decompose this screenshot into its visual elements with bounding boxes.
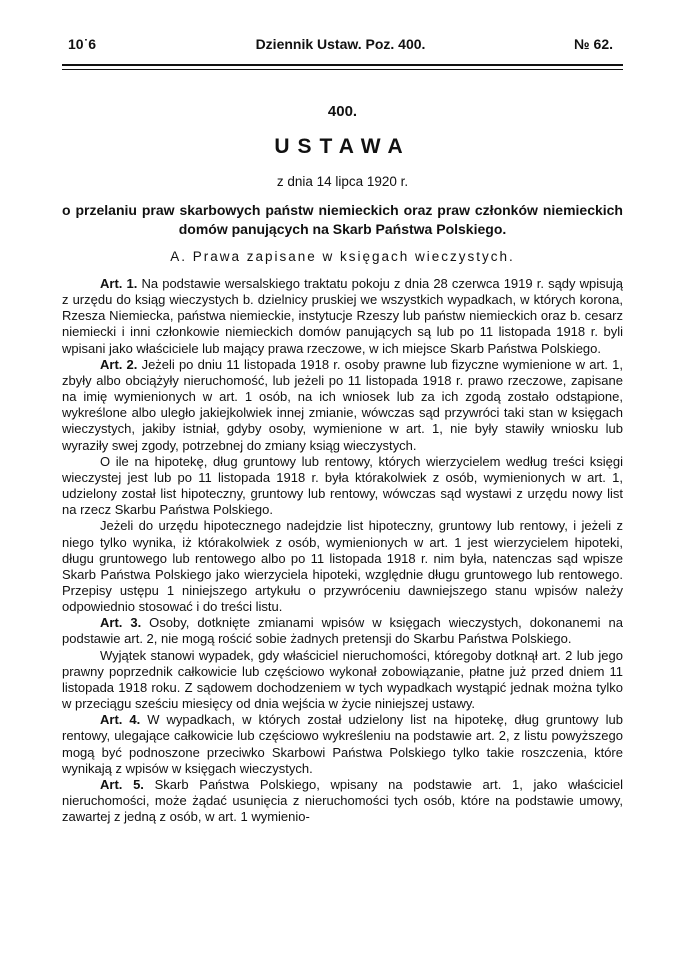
article-paragraph [62,648,623,713]
issue-number: № 62. [574,36,613,52]
act-body [62,276,623,825]
act-subject: o przelaniu praw skarbowych państw niemieckich oraz praw członków niemieckich domów panujących na Skarb Państwa Polskiego. [62,202,623,237]
section-heading: A. Prawa zapisane w księgach wieczystych. [170,249,515,264]
position-number: 400. [327,103,358,120]
article-label: Art. 2. [100,356,138,372]
article-label: Art. 5. [100,776,144,792]
article-text: O ile na hipotekę, dług gruntowy lub rentowy, których wierzycielem według treści księgi wieczystej jest lub po 11 listopada 1918 r. była którakolwiek z osób, wymienionych w art. 1, udzielony został list hipoteczny, gruntowy lub rentowy, wówczas sąd wystawi z urzędu nowy list na rzecz Skarbu Państwa Polskiego. [62,453,623,518]
article-text: Skarb Państwa Polskiego, wpisany na podstawie art. 1, jako właściciel nieruchomości, może żądać usunięcia z nieruchomości tych osób, które na podstawie umowy, zawartej z jedną z osób, w art. 1 wymienio- [62,776,623,825]
article-paragraph [62,454,623,519]
act-date: z dnia 14 lipca 1920 r. [276,174,409,189]
article-paragraph [62,357,623,454]
article-text: Osoby, dotknięte zmianami wpisów w księgach wieczystych, dokonanemi na podstawie art. 2, nie mogą rościć sobie żadnych pretensji do Skarbu Państwa Polskiego. [62,615,623,647]
header-rule-thin [62,69,623,70]
article-paragraph [62,518,623,615]
running-header [68,36,613,56]
article-paragraph [62,777,623,825]
article-text: Jeżeli po dniu 11 listopada 1918 r. osoby prawne lub fizyczne wymienione w art. 1, zbyły albo obciążyły nieruchomość, lub jeżeli po 11 listopada 1918 r. prawo rzeczowe, zapisane na imię wymienionych w art. 1 osób, na ich wniosek lub za ich zgodą zostało odstąpione, wykreślone albo uległo jakiejkolwiek innej zmianie, wówczas sąd przywróci taki stan w księgach wieczystych, jakiby istniał, gdyby osoby, wymienione w art. 1, nie były stawiły wniosku lub wyraziły swej zgody, potrzebnej do zmiany ksiąg wieczystych. [62,356,623,453]
article-text: Jeżeli do urzędu hipotecznego nadejdzie list hipoteczny, gruntowy lub rentowy, i jeżeli z niego tylko wynika, iż którakolwiek z osób, wymienionych w art. 1 jest wierzycielem hipoteki, długu gruntowego lub rentowego albo po 11 listopada 1918 r. nim była, natenczas sąd wpisze Skarb Państwa Polskiego jako wierzyciela hipoteki, względnie długu gruntowego lub rentowego. Przepisy ustępu 1 niniejszego artykułu o przywróceniu dawniejszego stanu wpisów należy odpowiednio stosować i do treści listu. [62,518,623,615]
article-text: Na podstawie wersalskiego traktatu pokoju z dnia 28 czerwca 1919 r. sądy wpisują z urzędu do ksiąg wieczystych b. dzielnicy pruskiej we wszystkich wypadkach, w których korona, Rzesza Niemiecka, państwa niemieckie, instytucje Rzeszy lub państw niemieckich oraz b. cesarz niemiecki i inni członkowie niemieckich domów panujących są lub po 11 listopada 1918 r. byli wpisani jako właściciele lub mający prawa rzeczowe, w ich miejsce Skarb Państwa Polskiego. [62,276,624,356]
article-label: Art. 4. [100,712,141,728]
article-paragraph [62,276,623,357]
article-paragraph [62,615,623,647]
journal-title: Dziennik Ustaw. Poz. 400. [255,36,426,52]
article-text: Wyjątek stanowi wypadek, gdy właściciel nieruchomości, któregoby dotknął art. 2 lub jego prawny poprzednik całkowicie lub częściowo wykonał zobowiązanie, płatne już przed dniem 11 listopada 1918 roku. Z sądowem dochodzeniem w tych wypadkach wystąpić jednak można tylko w przeciągu sześciu miesięcy od dnia wejścia w życie niniejszej ustawy. [62,647,623,712]
article-paragraph [62,712,623,777]
article-label: Art. 1. [100,276,138,291]
act-title: USTAWA [274,135,411,158]
article-text: W wypadkach, w których został udzielony list na hipotekę, dług gruntowy lub rentowy, ulegające całkowicie lub częściowo wykreśleniu na podstawie art. 2, z listu powyższego mogą być podnoszone przeciwko Skarbowi Państwa Polskiego tylko takie roszczenia, które wynikają z wpisów w księgach wieczystych. [62,712,623,776]
article-label: Art. 3. [100,615,142,631]
header-rule [62,64,623,66]
page-number: 10˙6 [68,36,97,52]
